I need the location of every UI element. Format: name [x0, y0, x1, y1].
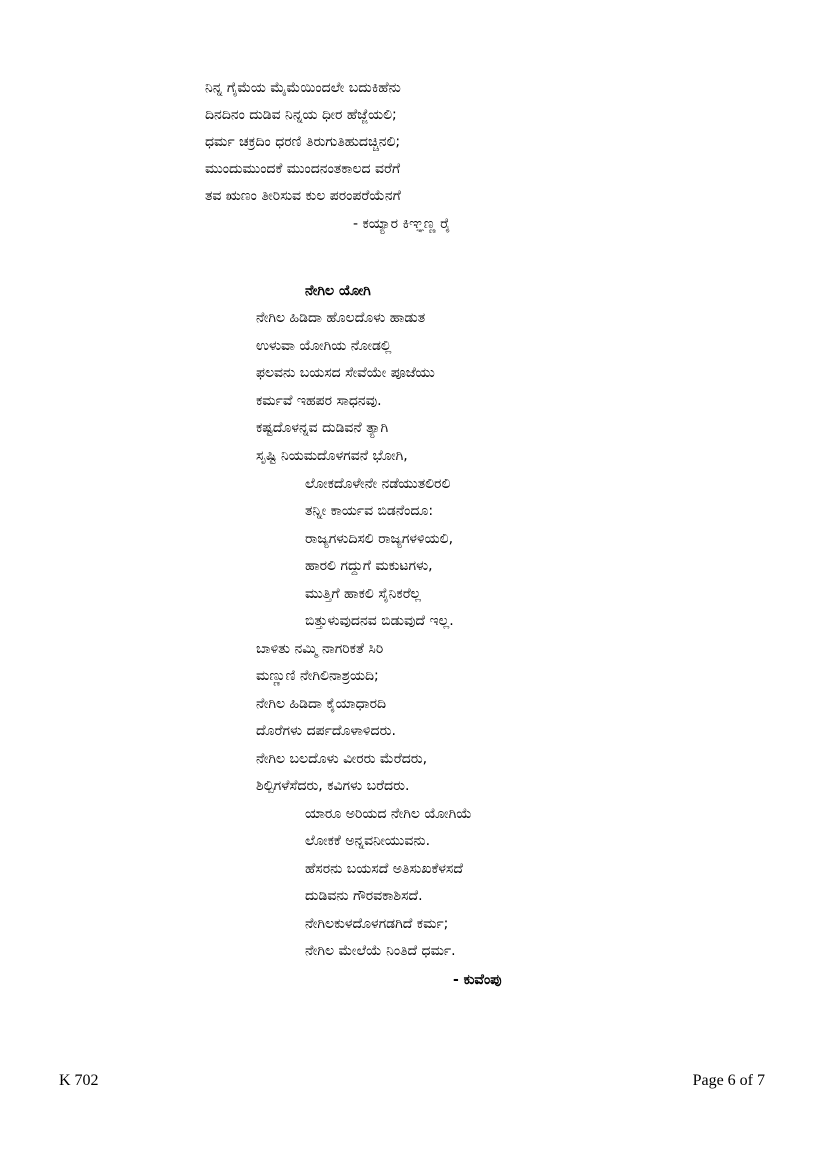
poem2-author: - ಕುವೆಂಪು	[453, 972, 502, 988]
poem2-line: ಕರ್ಮವೆ ಇಹಪರ ಸಾಧನವು.	[256, 393, 382, 409]
poem2-line: ರಾಜ್ಯಗಳುದಿಸಲಿ ರಾಜ್ಯಗಳಳಿಯಲಿ,	[305, 531, 454, 547]
poem1-line: ತವ ಋಣಂ ತೀರಿಸುವ ಕುಲ ಪರಂಪರೆಯೆನಗೆ	[205, 188, 401, 204]
poem2-line: ಯಾರೂ ಅರಿಯದ ನೇಗಿಲ ಯೋಗಿಯೆ	[305, 806, 472, 822]
poem2-line: ನೇಗಿಲ ಹಿಡಿದಾ ಕೈಯಾಧಾರದಿ	[256, 696, 387, 712]
poem2-line: ನೇಗಿಲಕುಳದೊಳಗಡಗಿದೆ ಕರ್ಮ;	[305, 916, 449, 932]
poem2-line: ಹೆಸರನು ಬಯಸದೆ ಅತಿಸುಖಕೆಳಸದೆ	[305, 861, 463, 877]
poem2-line: ಮುತ್ತಿಗೆ ಹಾಕಲಿ ಸೈನಿಕರೆಲ್ಲ	[305, 586, 421, 602]
document-code: K 702	[59, 1072, 99, 1089]
poem2-title: ನೇಗಿಲ ಯೋಗಿ	[305, 283, 371, 299]
page-number: Page 6 of 7	[692, 1072, 765, 1089]
poem2-line: ಬಿತ್ತುಳುವುದನವ ಬಿಡುವುದೆ ಇಲ್ಲ.	[305, 613, 454, 629]
poem2-line: ಲೋಕದೊಳೇನೇ ನಡೆಯುತಲಿರಲಿ	[305, 476, 451, 492]
poem2-line: ನೇಗಿಲ ಹಿಡಿದಾ ಹೊಲದೊಳು ಹಾಡುತ	[256, 310, 426, 326]
poem2-line: ದೊರೆಗಳು ದರ್ಪದೊಳಾಳಿದರು.	[256, 723, 396, 739]
poem2-line: ಫಲವನು ಬಯಸದ ಸೇವೆಯೇ ಪೂಜೆಯು	[256, 365, 435, 381]
poem2-line: ಮಣ್ಣುಣಿ ನೇಗಿಲಿನಾಶ್ರಯದಿ;	[256, 668, 379, 684]
poem2-line: ಲೋಕಕೆ ಅನ್ನವನೀಯುವನು.	[305, 833, 431, 849]
poem2-line: ಸೃಷ್ಟಿ ನಿಯಮದೊಳಗವನೆ ಭೋಗಿ,	[256, 448, 408, 464]
poem2-line: ನೇಗಿಲ ಬಲದೊಳು ವೀರರು ಮೆರೆದರು,	[256, 751, 428, 767]
poem2-line: ಕಷ್ಟದೊಳನ್ನವ ದುಡಿವನೆ ತ್ಯಾಗಿ	[256, 420, 389, 436]
poem2-line: ಉಳುವಾ ಯೋಗಿಯ ನೋಡಲ್ಲಿ	[256, 338, 392, 354]
poem1-author: - ಕಯ್ಯಾರ ಕಿಞ್ಞಣ್ಣ ರೈ	[353, 216, 451, 232]
poem2-line: ಶಿಲ್ಪಿಗಳೆಸೆದರು, ಕವಿಗಳು ಬರೆದರು.	[256, 778, 410, 794]
poem2-line: ದುಡಿವನು ಗೌರವಕಾಶಿಸದೆ.	[305, 888, 423, 904]
poem1-line: ನಿನ್ನ ಗೈಮೆಯ ಮೈಮೆಯಿಂದಲೇ ಬದುಕಿಹೆನು	[205, 80, 401, 96]
poem1-line: ಧರ್ಮ ಚಕ್ರದಿಂ ಧರಣಿ ತಿರುಗುತಿಹುದಚ್ಚಿನಲಿ;	[205, 134, 401, 150]
poem2-line: ಬಾಳಿತು ನಮ್ಮಿ ನಾಗರಿಕತೆ ಸಿರಿ	[256, 641, 384, 657]
poem2-line: ನೇಗಿಲ ಮೇಲೆಯೆ ನಿಂತಿದೆ ಧರ್ಮ.	[305, 943, 456, 959]
poem2-line: ತನ್ನೀ ಕಾರ್ಯವ ಬಿಡನೆಂದೂ:	[305, 503, 434, 519]
poem2-line: ಹಾರಲಿ ಗದ್ದುಗೆ ಮಕುಟಗಳು,	[305, 558, 433, 574]
poem1-line: ಮುಂದುಮುಂದಕೆ ಮುಂದನಂತಕಾಲದ ವರೆಗೆ	[205, 161, 401, 177]
poem1-line: ದಿನದಿನಂ ದುಡಿವ ನಿನ್ನಯ ಧೀರ ಹೆಜ್ಜೆಯಲಿ;	[205, 107, 397, 123]
